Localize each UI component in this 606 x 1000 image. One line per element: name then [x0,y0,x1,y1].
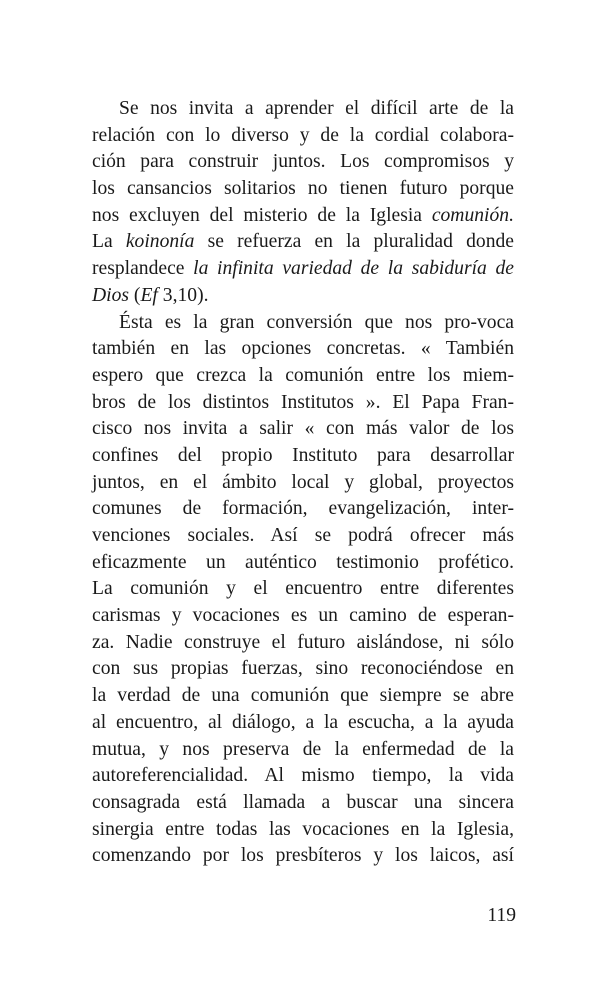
text-line: carismas y vocaciones es un camino de esperan- [92,605,514,627]
text-line: za. Nadie construye el futuro aislándose, ni sólo [92,631,514,653]
text-line: consagrada está llamada a buscar una sincera [92,791,514,813]
text-line: venciones sociales. Así se podrá ofrecer más [92,525,514,546]
page-body [92,96,514,870]
text-line: Ésta es la gran conversión que nos pro-voca [119,311,514,333]
text-line: mutua, y nos preserva de la enfermedad de la [92,738,514,760]
text-line: resplandece la infinita variedad de la sabiduría de [92,258,514,280]
text-line: juntos, en el ámbito local y global, proyectos [92,471,514,493]
text-line: con sus propias fuerzas, sino reconociéndose en [92,658,514,680]
text-line: La comunión y el encuentro entre diferentes [92,578,514,600]
text-line: relación con lo diverso y de la cordial colabora- [92,124,514,146]
text-line: nos excluyen del misterio de la Iglesia comunión. [92,204,514,226]
text-line: ción para construir juntos. Los compromisos y [92,151,514,173]
text-line: comunes de formación, evangelización, inter- [92,498,514,520]
text-line: al encuentro, al diálogo, a la escucha, a la ayuda [92,711,514,733]
text-line: bros de los distintos Institutos ». El Papa Fran- [92,391,514,413]
text-line: confines del propio Instituto para desarrollar [92,444,514,466]
page-number: 119 [487,905,516,926]
text-line: sinergia entre todas las vocaciones en la Iglesia, [92,818,514,840]
text-line: La koinonía se refuerza en la pluralidad donde [92,231,514,253]
text-line: espero que crezca la comunión entre los miem- [92,364,514,386]
text-line: Se nos invita a aprender el difícil arte de la [119,98,514,119]
text-line: eficazmente un auténtico testimonio profético. [92,551,514,573]
text-line: autoreferencialidad. Al mismo tiempo, la vida [92,765,514,787]
text-line: cisco nos invita a salir « con más valor de los [92,418,514,440]
text-line: comenzando por los presbíteros y los laicos, así [92,845,514,867]
paragraph-2 [92,310,514,870]
text-line: la verdad de una comunión que siempre se abre [92,685,514,707]
text-line: Dios (Ef 3,10). [92,284,209,306]
text-line: los cansancios solitarios no tienen futuro porque [92,178,514,200]
text-line: también en las opciones concretas. « También [92,338,514,360]
paragraph-1 [92,96,514,310]
